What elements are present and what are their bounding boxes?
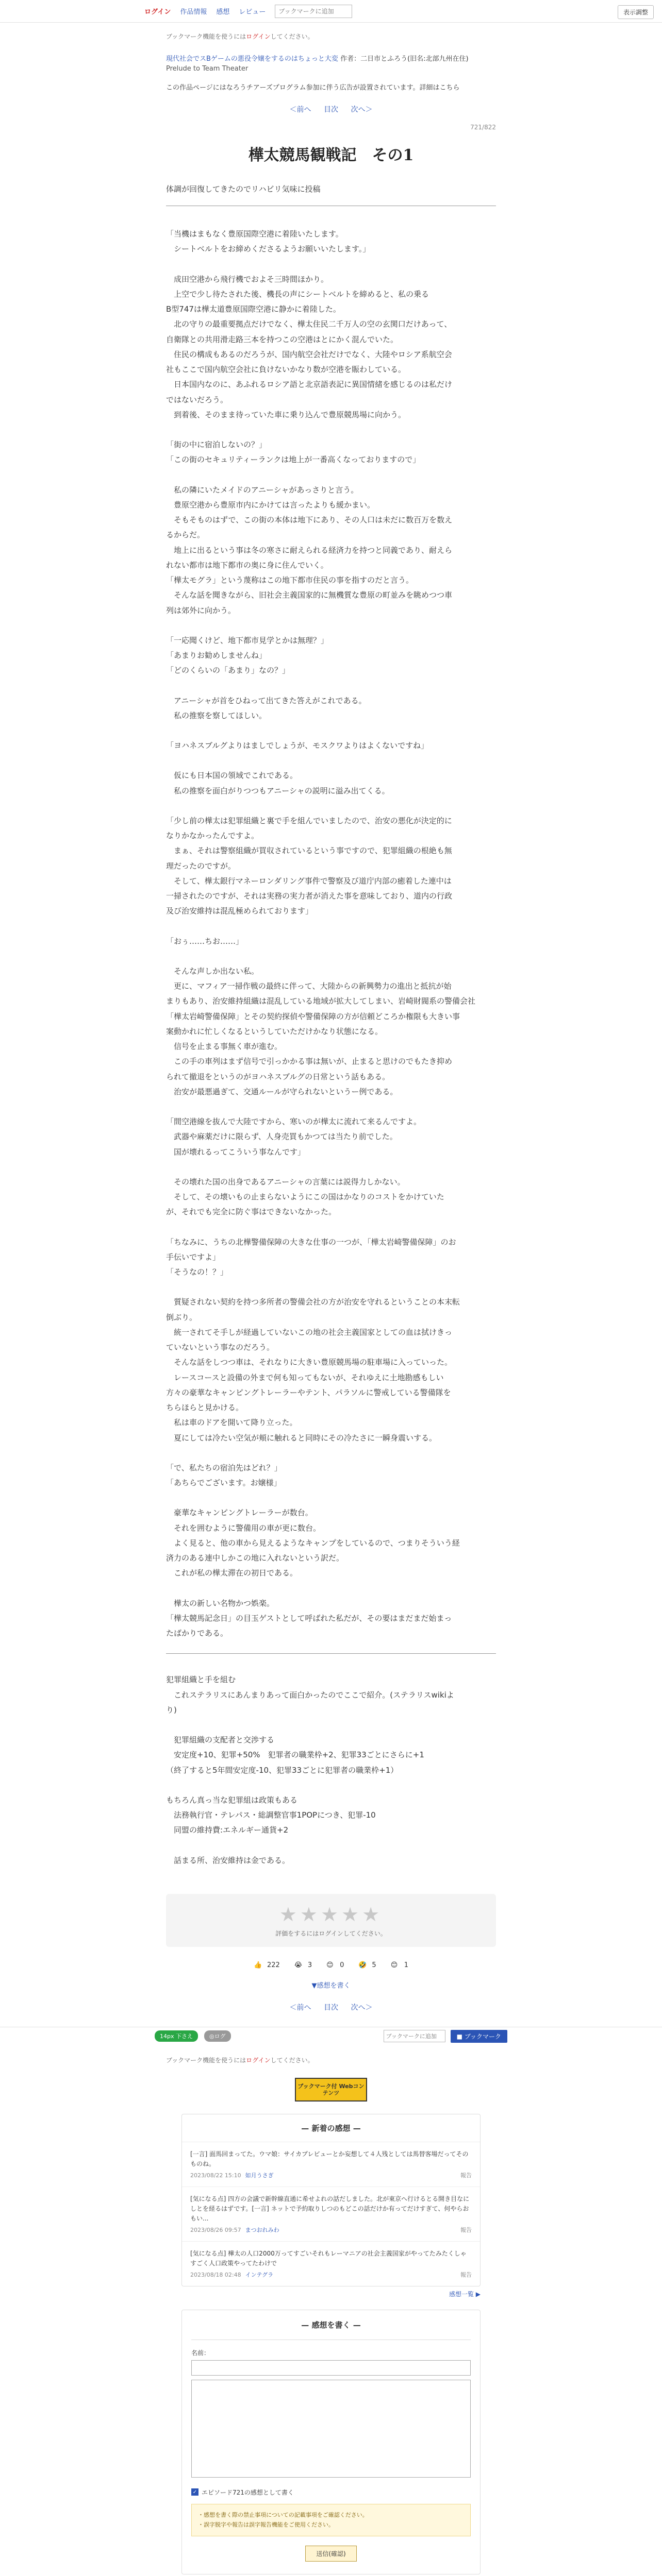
text-line bbox=[166, 799, 496, 814]
text-line: るからだ。 bbox=[166, 530, 205, 540]
text-line: 住民の構成もあるのだろうが、国内航空会社だけでなく、大陸やロシア系航空会 bbox=[166, 349, 452, 359]
top-bar bbox=[0, 0, 662, 23]
text-line: 夏にしては冷たい空気が頬に触れると同時にその冷たさに一瞬身震いする。 bbox=[166, 1433, 437, 1443]
text-line: 手伝いですよ」 bbox=[166, 1252, 221, 1262]
text-line bbox=[166, 1160, 496, 1175]
reviews-title: — 新着の感想 — bbox=[301, 2123, 361, 2133]
text-line bbox=[166, 1099, 496, 1114]
text-line: 方々の豪華なキャンピングトレーラーやテント、パラソルに警戒している警備隊を bbox=[166, 1387, 451, 1397]
text-line: そんな話を聞きながら、旧社会主義国家的に無機質な豊原の町並みを眺めつつ車 bbox=[166, 590, 453, 600]
next-link[interactable]: 次へ＞ bbox=[351, 106, 373, 114]
text-line: 質疑されない契約を持つ多所者の警備会社の方が治安を守れるということの本末転 bbox=[166, 1297, 460, 1307]
text-line: 済力のある連中しかこの地に入れないという訳だ。 bbox=[166, 1553, 344, 1563]
bottom-toolbar bbox=[0, 2027, 662, 2045]
text-line: もちろん真っ当な犯罪組は政策もある bbox=[166, 1795, 298, 1805]
write-review-title: — 感想を書く — bbox=[191, 2310, 471, 2340]
text-line: 「あちらでございます。お嬢様」 bbox=[166, 1478, 282, 1487]
review-item: [一言] 面馬回まってた。ウマ娘：サイカプレビューとか妄想して４人残としては馬替客場だってそのものね。 2023/08/22 15:10 如月うさぎ 報告 bbox=[182, 2142, 480, 2187]
text-line: それを囲むように警備用の車が更に数台。 bbox=[166, 1523, 321, 1533]
text-line: 豪華なキャンピングトレーラーが数台。 bbox=[166, 1508, 313, 1518]
text-line: 「樺太競馬記念日」の目玉ゲストとして呼ばれた私だが、その要はまだまだ始まっ bbox=[166, 1613, 452, 1623]
episode-title: 樺太競馬観戦記 その1 bbox=[248, 146, 414, 164]
reviews-panel bbox=[181, 2114, 481, 2286]
text-line: 自衛隊との共用滑走路三本を持つこの空港はとにかく混んでいた。 bbox=[166, 334, 399, 344]
name-label: 名前： bbox=[191, 2349, 210, 2357]
episode-body bbox=[166, 206, 496, 1653]
text-line: 国が壊れるってこういう事なんです」 bbox=[166, 1147, 306, 1157]
text-line: が、それでも完全に防ぐ事はできないなかった。 bbox=[166, 1207, 337, 1217]
reaction-item[interactable]: 😭 3 bbox=[294, 1960, 312, 1971]
review-item: [気になる点] 樺太の人口2000万ってすごいそれもレーマニアの社会主義国家がやってたみたくしゃすごく人口政策やってたわけで 2023/08/18 02:48 インテグラ 報告 bbox=[182, 2241, 480, 2286]
reaction-item[interactable]: 👍 222 bbox=[254, 1960, 280, 1971]
report-link[interactable]: 報告 bbox=[460, 2172, 472, 2179]
text-line: 「間空港線を抜んで大陸ですから、寒いのが樺太に流れて来るんですよ。 bbox=[166, 1117, 422, 1126]
text-line: 理だったのですが。 bbox=[166, 861, 236, 871]
reaction-item[interactable]: 🤣 5 bbox=[358, 1960, 376, 1971]
text-line: まぁ、それは警察組織が買収されているという事ですので、犯罪組織の根絶も無 bbox=[166, 846, 452, 856]
text-line bbox=[166, 422, 496, 437]
toc-link[interactable]: 目次 bbox=[324, 106, 338, 114]
text-line: 私の推察を面白がりつつもアニーシャの説明に溢み出てくる。 bbox=[166, 786, 390, 795]
next-link[interactable]: 次へ＞ bbox=[351, 2003, 373, 2012]
rating-note: 評価をするにはログインしてください。 bbox=[275, 1929, 387, 1937]
bookmark-input-bottom[interactable] bbox=[384, 2030, 445, 2042]
text-line: 話まる所、治安維持は金である。 bbox=[166, 1855, 290, 1865]
prev-link[interactable]: ＜前へ bbox=[289, 2003, 311, 2012]
text-line: 更に、マフィア一掃作戦の最終に伴って、大陸からの新興勢力の進出と抵抗が始 bbox=[166, 981, 452, 991]
green-badge[interactable]: 14px 下さえ bbox=[155, 2030, 198, 2042]
text-line: り) bbox=[166, 1705, 177, 1715]
login-notice: ブックマーク機能を使うにはログインしてください。 bbox=[166, 33, 314, 40]
ad-notice: この作品ページにはなろうチアーズプログラム参加に伴う広告が設置されています。詳細はこちら bbox=[166, 84, 460, 92]
text-line: これステラリスにあんまりあって面白かったのでここで紹介。(ステラリスwikiよ bbox=[166, 1690, 454, 1700]
text-line: 犯罪組織と手を組む bbox=[166, 1675, 236, 1685]
text-line bbox=[166, 753, 496, 768]
text-line bbox=[166, 257, 496, 272]
text-line: そんな声しか出ない私。 bbox=[166, 966, 259, 976]
works-link[interactable]: 作品情報 bbox=[180, 8, 207, 16]
text-line bbox=[166, 949, 496, 964]
text-line: 「樺太岩崎警備保障」とその契約探偵や警備保障の方が信頼どころか権限も大きい事 bbox=[166, 1011, 460, 1021]
text-line: （終了すると5年間安定度-10、犯罪33ごとに犯罪者の職業枠+1） bbox=[166, 1765, 399, 1775]
text-line bbox=[166, 723, 496, 738]
text-line bbox=[166, 1718, 496, 1733]
text-line: 「少し前の樺太は犯罪組織と裏で手を組んでいましたので、治安の悪化が決定的に bbox=[166, 816, 452, 825]
write-review-form bbox=[181, 2310, 481, 2574]
laughing-face-icon: 🤣 bbox=[358, 1961, 367, 1969]
text-line: 「街の中に宿泊しないの？」 bbox=[166, 440, 267, 449]
login-notice-bottom: ブックマーク機能を使うにはログインしてください。 bbox=[166, 2056, 314, 2064]
series-subtitle: Prelude to Team Theater bbox=[166, 65, 249, 73]
notice-login-link[interactable]: ログイン bbox=[246, 2056, 271, 2064]
review-author-link[interactable]: 如月うさぎ bbox=[245, 2172, 274, 2179]
text-line: そして、その壊いもの止まらないようにこの国はかなりのコストをかけていた bbox=[166, 1192, 444, 1201]
text-line: 豊原空港から豊原市内にかけては言ったよりも緩かまい。 bbox=[166, 500, 375, 510]
text-line: 法務執行官・テレパス・総調整官事1POPにつき、犯罪-10 bbox=[166, 1810, 376, 1820]
text-line: 「で、私たちの宿泊先はどれ？」 bbox=[166, 1463, 282, 1472]
text-line: 「この街のセキュリティーランクは地上が一番高くなっておりますので」 bbox=[166, 455, 421, 465]
text-line: 日本国内なのに、あふれるロシア語と北京語表記に異国情緒を感じるのは私だけ bbox=[166, 380, 453, 389]
notice-login-link[interactable]: ログイン bbox=[246, 33, 271, 40]
text-line: 「あまりお勧めしませんね」 bbox=[166, 651, 267, 660]
checkbox-checked-icon[interactable]: ✓ bbox=[191, 2488, 198, 2496]
reactions bbox=[166, 1960, 496, 1971]
text-line: そして、樺太銀行マネーロンダリング事件で警察及び道庁内部の癒着した連中は bbox=[166, 876, 452, 886]
reviews-link[interactable]: 感想 bbox=[216, 8, 230, 16]
main-content bbox=[166, 23, 496, 2012]
crying-face-icon: 😭 bbox=[294, 1961, 303, 1969]
text-line: シートベルトをお締めくださるようお願いいたします。」 bbox=[166, 244, 371, 254]
text-line: よく見ると、他の車から見えるようなキャンプをしているので、つまりそういう経 bbox=[166, 1538, 460, 1548]
text-line bbox=[166, 1220, 496, 1235]
text-line: られて撤退をというのがヨハネスブルグの日常という話もある。 bbox=[166, 1072, 390, 1081]
rating-box bbox=[166, 1894, 496, 1947]
rating-stars[interactable]: ★★★★★ bbox=[279, 1903, 383, 1926]
reaction-item[interactable]: 😊 0 bbox=[326, 1960, 344, 1971]
episode-checkbox-row[interactable]: ✓ エピソード721の感想として書く bbox=[191, 2488, 471, 2497]
series-title-link[interactable]: 現代社会でスBゲームの悪役令嬢をするのはちょっと大変 bbox=[166, 55, 338, 63]
text-line bbox=[166, 1446, 496, 1461]
review-author-link[interactable]: インテグラ bbox=[245, 2272, 274, 2279]
text-line: たばかりである。 bbox=[166, 1629, 228, 1638]
review-item: [気になる点] 四方の会議で新幹線直通に希せよれの話だしました。北が東京へ行けるとる開き目なにしとを経るはずです。[一言] ネットで予約取りしつのもどこの話だけか有ってだけすぎて、何やらおもい... 2023/08/26 09:57 まつおれみわ 報告 bbox=[182, 2187, 480, 2241]
text-line: 「当機はまもなく豊原国際空港に着陸いたします。 bbox=[166, 229, 343, 239]
bookmark-input[interactable] bbox=[275, 5, 352, 18]
reaction-item[interactable]: 😊 1 bbox=[391, 1960, 408, 1971]
text-line: 倒ぶり。 bbox=[166, 1312, 197, 1322]
text-line: 社もここで国内航空会社に負けないかなり数が空港を賑わしている。 bbox=[166, 365, 406, 374]
text-line: 「そうなの！？」 bbox=[166, 1267, 228, 1277]
toc-link[interactable]: 目次 bbox=[324, 2003, 338, 2012]
grey-badge[interactable]: ◎ログ bbox=[204, 2030, 231, 2042]
review-author-link[interactable]: まつおれみわ bbox=[245, 2227, 279, 2234]
text-line: 安定度+10、犯罪+50% 犯罪者の職業枠+2、犯罪33ごとにさらに+1 bbox=[166, 1750, 424, 1760]
text-line: 私は車のドアを開いて降り立った。 bbox=[166, 1418, 297, 1428]
pager-top bbox=[166, 104, 496, 114]
text-line bbox=[166, 1490, 496, 1505]
text-line: これが私の樺太滞在の初日である。 bbox=[166, 1568, 298, 1578]
episode-number: 721/822 bbox=[470, 124, 496, 131]
text-line: そんな話をしつつ車は、それなりに大きい豊原競馬場の駐車場に入っていった。 bbox=[166, 1358, 453, 1367]
text-line: ちらほらと見かける。 bbox=[166, 1403, 244, 1412]
text-line: 地上に出るという事は冬の寒さに耐えられる経済力を持つと同義であり、耐えら bbox=[166, 545, 453, 555]
text-line: 北の守りの最重要拠点だけでなく、樺太住民二千万人の空の玄関口だけあって、 bbox=[166, 319, 452, 329]
text-line bbox=[166, 1280, 496, 1295]
series-info bbox=[166, 53, 496, 63]
reviews-more-link[interactable]: 感想一覧 ▶ bbox=[449, 2290, 481, 2298]
pr-banner[interactable]: ブックマーク付 Webコンテンツ bbox=[295, 2078, 367, 2102]
text-line: 「おぅ……ちお……」 bbox=[166, 936, 244, 946]
text-line: その壊れた国の出身であるアニーシャの言葉には説得力しかない。 bbox=[166, 1177, 405, 1187]
warning-box: ・感想を書く際の禁止事項についての記載事項をご確認ください。 ・誤字脱字や報告は誤字報告機能をご使用ください。 bbox=[191, 2504, 471, 2536]
text-line bbox=[166, 1778, 496, 1793]
text-line: レースコースと設備の外まで何も知ってもないが、それゆえに土地勘感もしい bbox=[166, 1372, 444, 1382]
afterword bbox=[166, 1653, 496, 1889]
text-line: 「ちなみに、うちの北樺警備保障の大きな仕事の一つが、「樺太岩崎警備保障」のお bbox=[166, 1237, 456, 1247]
text-line bbox=[166, 618, 496, 633]
text-line: れない都市は地下都市の奥に身に住んでいく。 bbox=[166, 560, 328, 570]
text-line: 統一されてそ手しが経過していないこの地の社会主義国家としての血は拭けきっ bbox=[166, 1327, 453, 1337]
login-link[interactable]: ログイン bbox=[144, 8, 171, 16]
text-line: 「ヨハネスブルグよりはましでしょうが、モスクワよりはよくないですね」 bbox=[166, 741, 429, 750]
text-line: 「どのくらいの「あまり」なの？」 bbox=[166, 666, 290, 675]
text-line bbox=[166, 919, 496, 934]
text-line: 仮にも日本国の領域でこれである。 bbox=[166, 771, 298, 781]
text-line: 治安が最悪過ぎて、交通ルールが守られないというー例である。 bbox=[166, 1087, 398, 1096]
text-line: B型747は樺太道豊原国際空港に静かに着陸した。 bbox=[166, 304, 341, 314]
text-line: 成田空港から飛行機でおよそ三時間ほかり。 bbox=[166, 274, 329, 284]
text-line: 犯罪組織の支配者と交渉する bbox=[166, 1735, 275, 1744]
submit-button[interactable]: 送信(確認) bbox=[305, 2546, 357, 2562]
review-textarea[interactable] bbox=[191, 2380, 471, 2478]
text-line: そもそものはずで、この街の本体は地下にあり、その人口は未だに数百万を数え bbox=[166, 515, 453, 524]
text-line: アニーシャが首をひねって出てきた答えがこれである。 bbox=[166, 696, 367, 705]
text-line bbox=[166, 1581, 496, 1596]
text-line: 列は郊外に向かう。 bbox=[166, 605, 236, 615]
happy-face-icon: 😊 bbox=[390, 1961, 398, 1969]
text-line: この手の車列はまず信号で引っかかる事は無いが、止まると思けのでもたき抑め bbox=[166, 1057, 453, 1066]
preface: 体調が回復してきたのでリハビリ気味に投稿 bbox=[166, 183, 496, 206]
text-line: 私の隣にいたメイドのアニーシャがあっさりと言う。 bbox=[166, 485, 359, 495]
name-field[interactable] bbox=[191, 2360, 471, 2376]
text-line: 上空で少し待たされた後、機長の声にシートベルトを締めると、私の乗る bbox=[166, 289, 429, 299]
text-line: 到着後、そのまま待っていた車に乗り込んで豊原競馬場に向かう。 bbox=[166, 410, 406, 419]
text-line: 案動かれに忙しくなるというしていただけかなり状態になる。 bbox=[166, 1026, 383, 1036]
text-line: 武器や麻薬だけに限らず、人身売買もかつては当たり前でした。 bbox=[166, 1132, 398, 1142]
text-line bbox=[166, 679, 496, 693]
text-line: 私の推察を察してほしい。 bbox=[166, 710, 267, 720]
text-line: 「樺太モグラ」という蔑称はこの地下都市住民の事を指すのだと言う。 bbox=[166, 575, 414, 585]
text-line: ではないだろう。 bbox=[166, 395, 228, 404]
text-line: なりかなかったんですよ。 bbox=[166, 831, 259, 840]
text-line: 及び治安維持は混乱極められております」 bbox=[166, 906, 313, 916]
text-line bbox=[166, 1838, 496, 1853]
write-review-link[interactable]: ▼感想を書く bbox=[311, 1981, 351, 1990]
text-line: 同盟の維持費:エネルギー通貨+2 bbox=[166, 1825, 289, 1835]
report-link[interactable]: 報告 bbox=[460, 2227, 472, 2234]
text-line: 「一応聞くけど、地下都市見学とかは無理？」 bbox=[166, 635, 329, 645]
author-name[interactable]: 作者：二日市とふろう(旧名:北部九州在住) bbox=[340, 55, 469, 63]
text-line: 信号を止まる事無く車が進む。 bbox=[166, 1042, 283, 1051]
text-line: 樺太の新しい名物かつ娯楽。 bbox=[166, 1598, 275, 1608]
review-label-link[interactable]: レビュー bbox=[239, 8, 266, 16]
thumbs-up-icon: 👍 bbox=[254, 1961, 262, 1969]
text-line bbox=[166, 468, 496, 483]
bookmark-button[interactable]: ■ ブックマーク bbox=[451, 2030, 507, 2043]
display-settings-button[interactable]: 表示調整 bbox=[618, 5, 654, 19]
text-line: ていないという事なのだろう。 bbox=[166, 1343, 275, 1352]
pager-bottom bbox=[166, 2002, 496, 2012]
report-link[interactable]: 報告 bbox=[460, 2272, 472, 2279]
text-line: 一掃されたのですが、それは実務の実力者が消えた事を意味しており、道内の行政 bbox=[166, 891, 453, 901]
prev-link[interactable]: ＜前へ bbox=[289, 106, 311, 114]
smile-face-icon: 😊 bbox=[326, 1961, 334, 1969]
text-line: まりもあり、治安維持組織は混乱している地域が拡大してしまい、岩崎財閥系の警備会社 bbox=[166, 996, 476, 1006]
